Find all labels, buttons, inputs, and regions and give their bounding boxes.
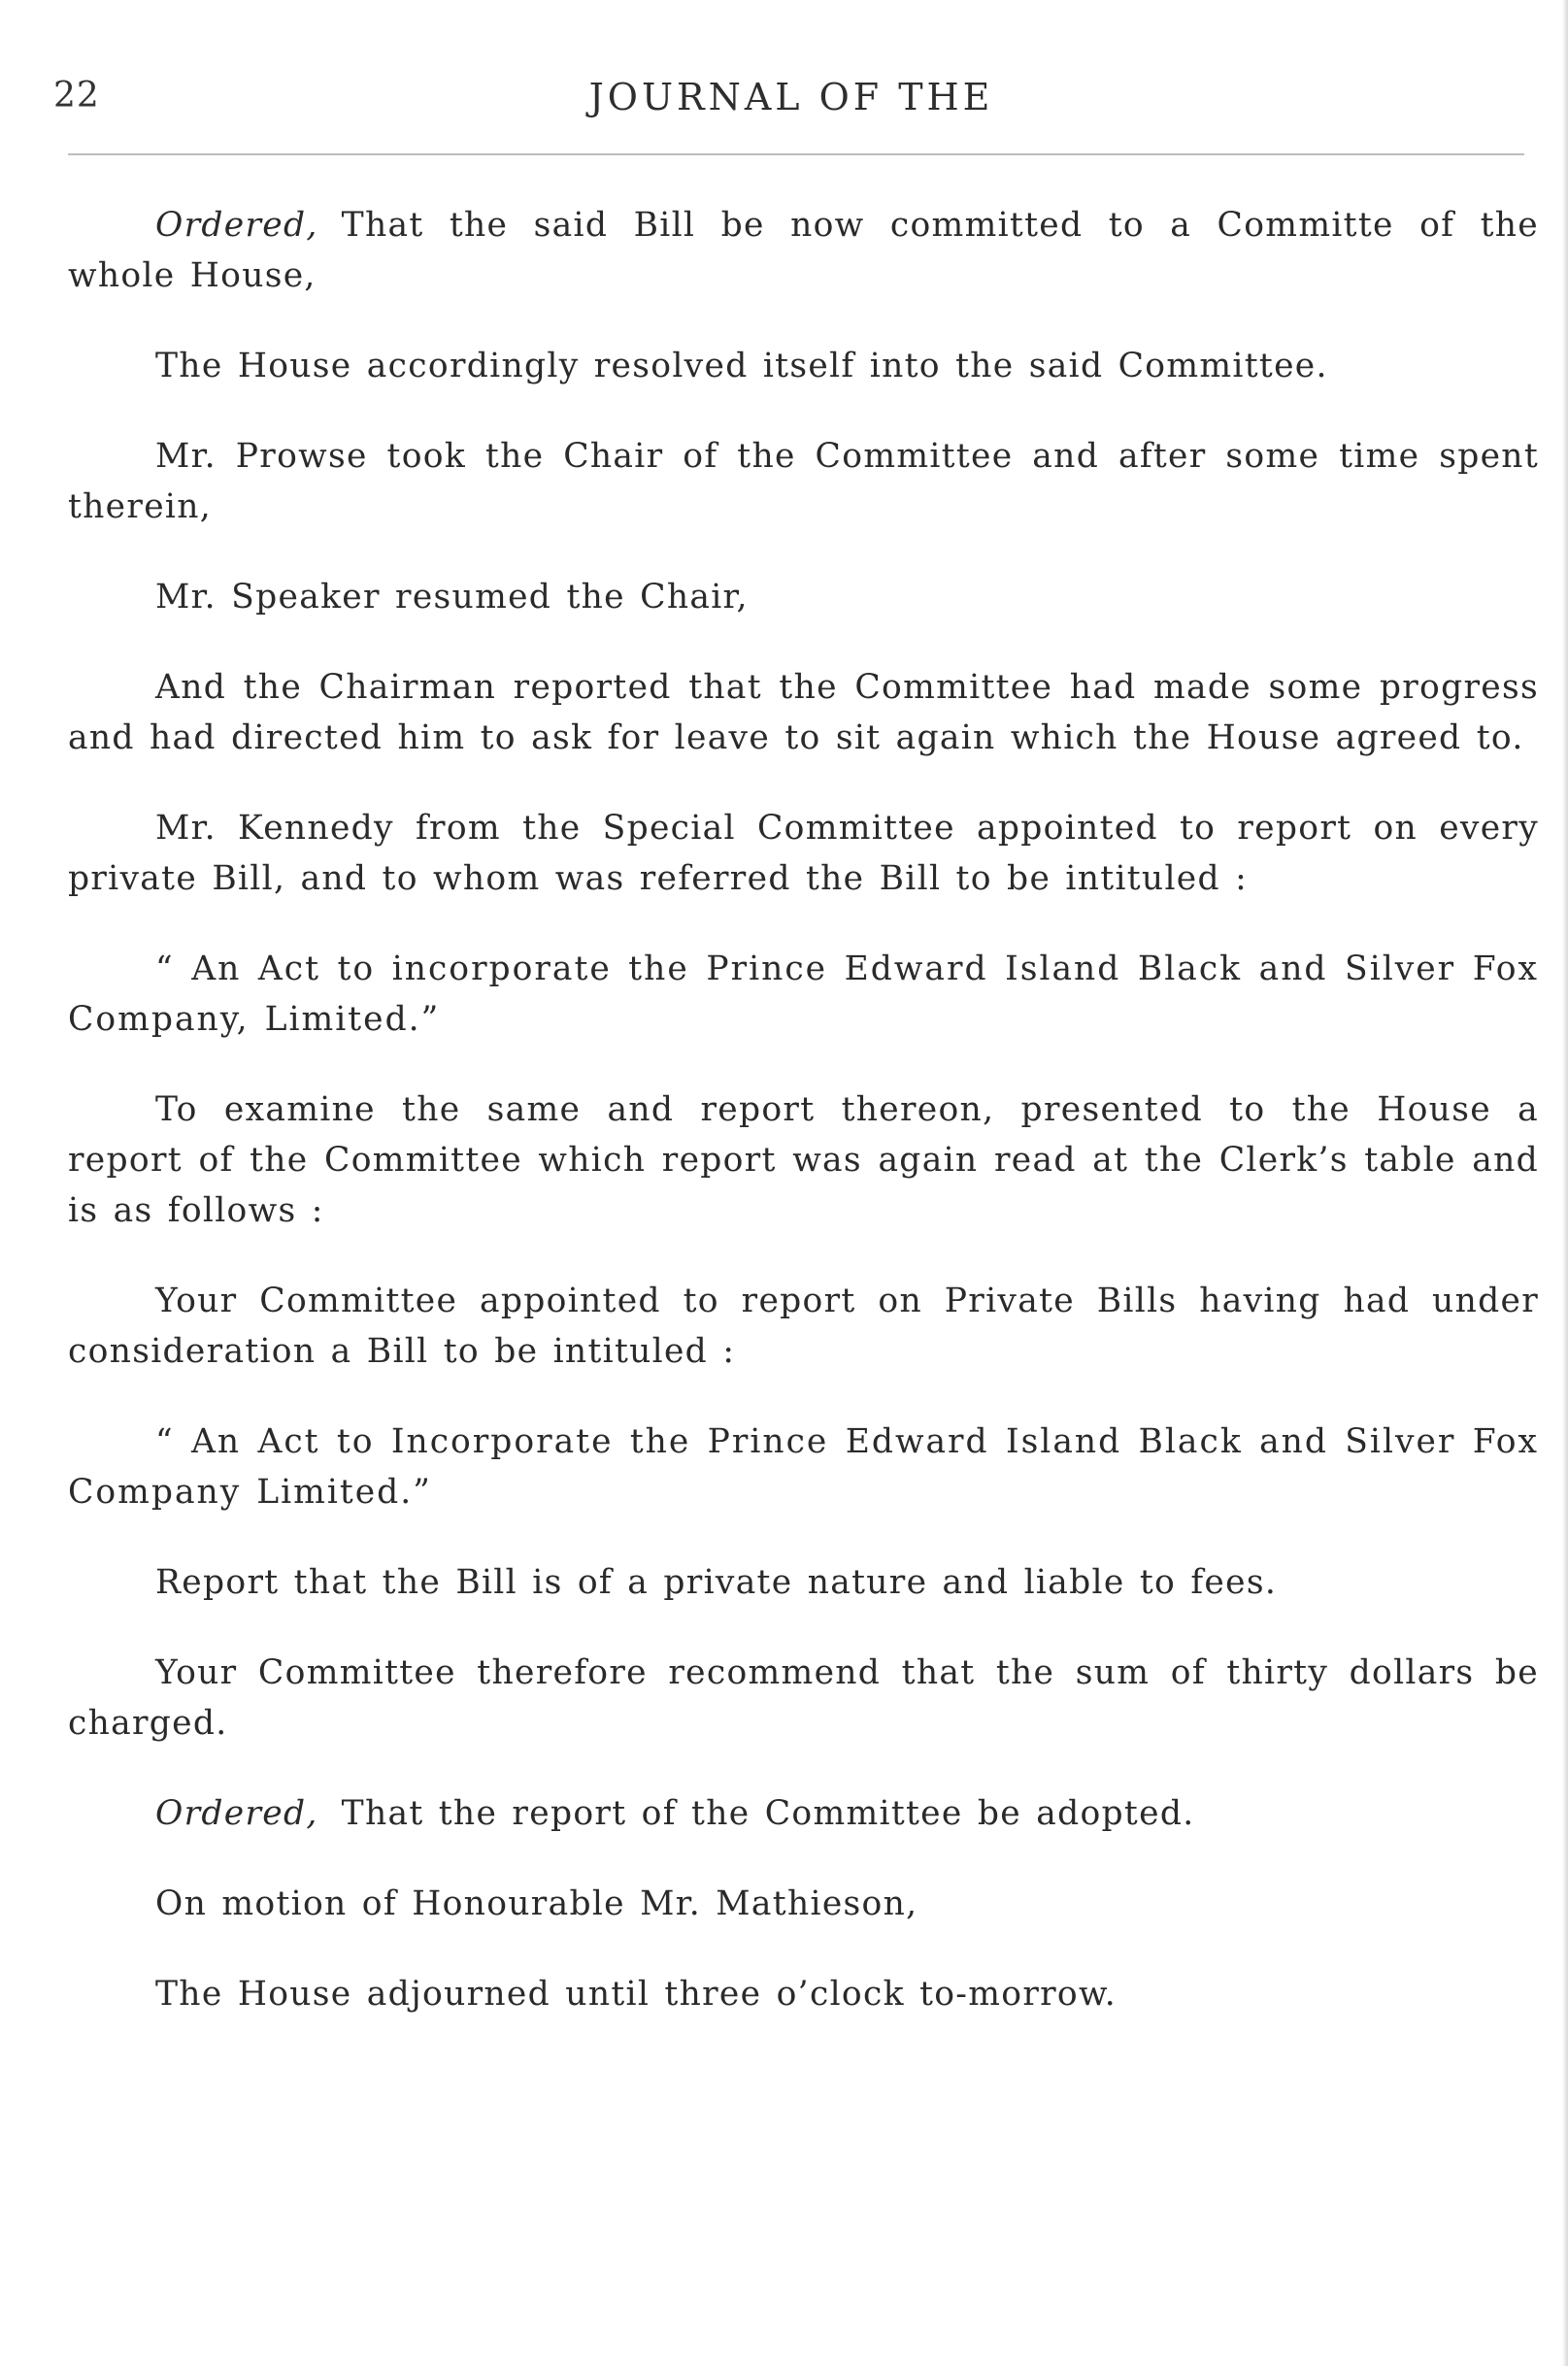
paragraph-text: The House accordingly resolved itself into the said Committee. xyxy=(155,347,1328,385)
paragraph-ordered-adopted xyxy=(68,1788,1539,1839)
paragraph-text: Mr. Prowse took the Chair of the Committee and after some time spent therein, xyxy=(68,437,1539,526)
paragraph-text: On motion of Honourable Mr. Mathieson, xyxy=(155,1884,918,1923)
page-number: 22 xyxy=(53,76,100,116)
paragraph-text: That the report of the Committee be adopted. xyxy=(341,1794,1195,1833)
paragraph-speaker-resumed xyxy=(68,572,1539,622)
paragraph-text: Mr. Speaker resumed the Chair, xyxy=(155,578,749,616)
paragraph-text: Mr. Kennedy from the Special Committee appointed to report on every private Bill, and to whom was referred the Bill to be intituled : xyxy=(68,809,1539,898)
paragraph-text: Report that the Bill is of a private nature and liable to fees. xyxy=(155,1563,1278,1602)
paragraph-fee-recommendation xyxy=(68,1648,1539,1749)
paragraph-examine-report xyxy=(68,1084,1539,1236)
page-header xyxy=(53,76,1529,134)
page-edge-shadow xyxy=(1562,0,1568,2366)
paragraph-text: Your Committee appointed to report on Private Bills having had under consideration a Bill to be intituled : xyxy=(68,1282,1539,1371)
paragraph-text: To examine the same and report thereon, presented to the House a report of the Committee which report was again read at the Clerk’s table and is as follows : xyxy=(68,1090,1539,1230)
paragraph-text: The House adjourned until three o’clock to-morrow. xyxy=(155,1975,1118,2014)
journal-body xyxy=(68,200,1539,2059)
paragraph-bill-title-report xyxy=(68,1416,1539,1517)
running-title: JOURNAL OF THE xyxy=(588,76,994,118)
paragraph-bill-title xyxy=(68,944,1539,1045)
paragraph-house-adjourned xyxy=(68,1969,1539,2019)
paragraph-chairman-reported xyxy=(68,662,1539,763)
paragraph-text: “ An Act to Incorporate the Prince Edward Island Black and Silver Fox Company Limited.” xyxy=(68,1422,1539,1512)
paragraph-your-committee-appointed xyxy=(68,1276,1539,1377)
paragraph-text: “ An Act to incorporate the Prince Edward Island Black and Silver Fox Company, Limited.” xyxy=(68,950,1539,1039)
header-rule xyxy=(68,153,1524,155)
paragraph-private-nature xyxy=(68,1557,1539,1608)
paragraph-house-resolved xyxy=(68,341,1539,391)
ordered-label: Ordered, xyxy=(155,1794,318,1833)
paragraph-prowse-chair xyxy=(68,431,1539,532)
paragraph-text: And the Chairman reported that the Committee had made some progress and had directed him to ask for leave to sit again which the House agreed to. xyxy=(68,668,1539,757)
ordered-label: Ordered, xyxy=(155,206,318,245)
paragraph-ordered-committal xyxy=(68,200,1539,301)
paragraph-kennedy-special-committee xyxy=(68,803,1539,904)
paragraph-text: Your Committee therefore recommend that the sum of thirty dollars be charged. xyxy=(68,1653,1539,1743)
paragraph-text: That the said Bill be now committed to a Committe of the whole House, xyxy=(68,206,1539,295)
paragraph-motion-mathieson xyxy=(68,1879,1539,1929)
